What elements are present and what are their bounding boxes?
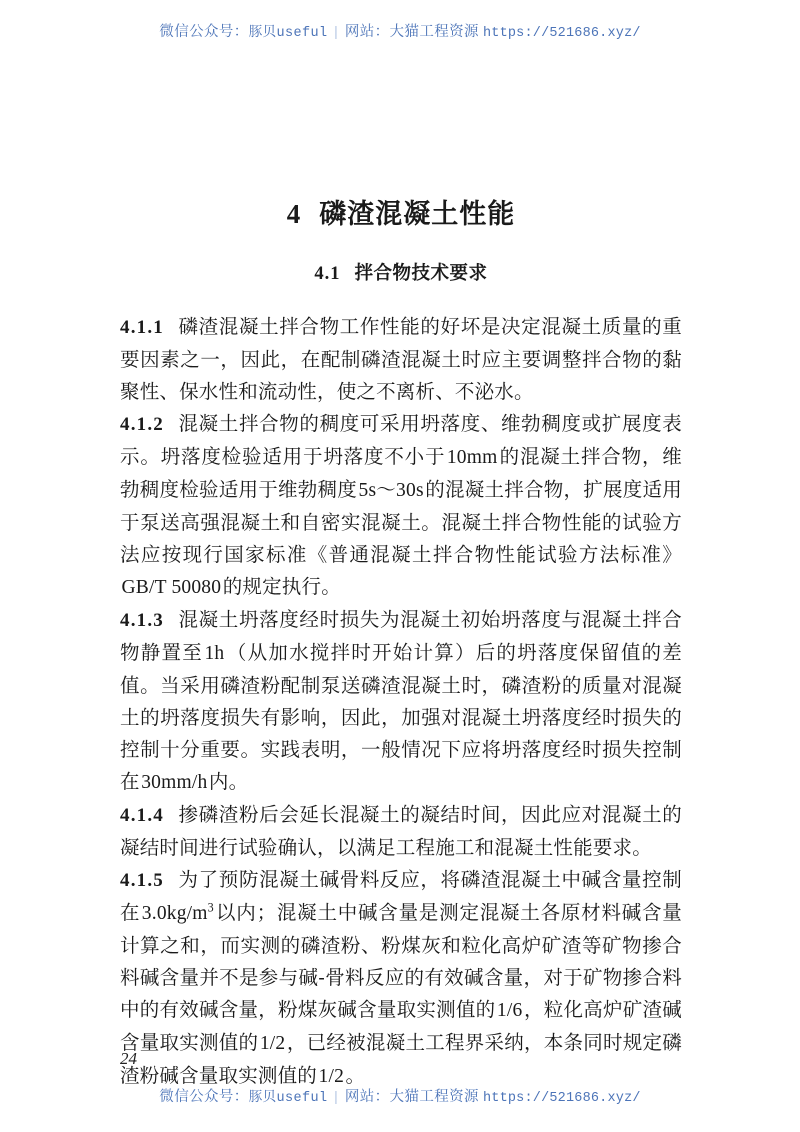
clause-text-run: 的规定执行。: [222, 575, 341, 598]
page-number: 24: [120, 1049, 137, 1068]
clause-text-run: ，粒化高炉矿渣碱含量取实测值的: [120, 998, 682, 1054]
clause-text-run: 掺磷渣粉后会延长混凝土的凝结时间，因此应对混凝土的凝结时间进行试验确认，以满足工程施工和混凝土性能要求。: [120, 803, 682, 859]
watermark-account: 豚贝useful: [248, 1091, 328, 1106]
clause-text-run: 为了预防混凝土碱骨料反应，将磷渣混凝土中碱含量控制在: [120, 868, 682, 924]
clause-number: 4.1.4: [120, 805, 164, 826]
section-title-text: 拌合物技术要求: [354, 263, 488, 284]
watermark-site-name: 大猫工程资源: [389, 24, 479, 40]
clause-text-run: 的混凝土拌合物，扩展度适用于泵送高强混凝土和自密实混凝土。混凝土拌合物性能的试验方法应按现行国家标准《普通混凝土拌合物性能试验方法标准》: [120, 478, 682, 566]
clause-text-run: 以内；混凝土中碱含量是测定混凝土各原材料碱含量计算之和，而实测的磷渣粉、粉煤灰和粒化高炉矿渣等矿物掺合料碱含量并不是参与碱-骨料反应的有效碱含量，对于矿物掺合料中的有效碱含量，粉煤灰碱含量取实测值的: [120, 901, 682, 1021]
clause-text-run: 混凝土拌合物的稠度可采用坍落度、维勃稠度或扩展度表示。坍落度检验适用于坍落度不小于: [120, 412, 682, 468]
document-content: [120, 0, 682, 1093]
clause-text-run: 混凝土坍落度经时损失为混凝土初始坍落度与混凝土拌合物静置至: [120, 608, 682, 664]
section-title: [120, 231, 682, 285]
watermark-url: https://521686.xyz/: [482, 1091, 641, 1106]
watermark-separator: |: [334, 1089, 338, 1105]
clause-text-run: 内。: [208, 770, 249, 793]
watermark-account: 豚贝useful: [248, 26, 328, 41]
clause-paragraph: [120, 311, 682, 408]
chapter-title: [120, 0, 682, 231]
clause-paragraph: [120, 604, 682, 799]
clause-number: 4.1.1: [120, 317, 164, 338]
clause-text-run: 的混凝土拌合物，维勃稠度检验适用于维勃稠度: [120, 445, 682, 501]
clause-number: 4.1.5: [120, 870, 164, 891]
clause-paragraph: [120, 408, 682, 604]
inline-latin-run: 5s～30s: [358, 480, 424, 501]
watermark-site-name: 大猫工程资源: [389, 1089, 479, 1105]
clause-list: [120, 285, 682, 1093]
clause-text-run: （从加水搅拌时开始计算）后的坍落度保留值的差值。当采用磷渣粉配制泵送磷渣混凝土时，磷渣粉的质量对混凝土的坍落度损失有影响，因此，加强对混凝土坍落度经时损失的控制十分重要。实践表明，一般情况下应将坍落度经时损失控制在: [120, 641, 682, 793]
watermark-prefix: 微信公众号：: [159, 1089, 249, 1105]
watermark-url: https://521686.xyz/: [482, 26, 641, 41]
inline-latin-run: 10mm: [446, 447, 498, 468]
inline-latin-run: 1/2: [318, 1066, 345, 1087]
watermark-site-label: 网站：: [344, 1089, 390, 1105]
inline-latin-run: 1/6: [496, 1000, 523, 1021]
clause-text-run: 。: [345, 1064, 366, 1087]
clause-text-run: 磷渣混凝土拌合物工作性能的好坏是决定混凝土质量的重要因素之一，因此，在配制磷渣混凝土时应主要调整拌合物的黏聚性、保水性和流动性，使之不离析、不泌水。: [120, 315, 682, 403]
clause-number: 4.1.3: [120, 610, 164, 631]
clause-text-run: ，已经被混凝土工程界采纳，本条同时规定磷渣粉碱含量取实测值的: [120, 1031, 682, 1087]
section-number: 4.1: [314, 264, 341, 284]
inline-latin-run: GB/T 50080: [121, 577, 222, 598]
watermark-prefix: 微信公众号：: [159, 24, 249, 40]
clause-paragraph: [120, 799, 682, 864]
chapter-number: 4: [286, 199, 302, 229]
watermark-site-label: 网站：: [344, 24, 390, 40]
watermark-separator: |: [334, 24, 338, 40]
inline-latin-run: 1h: [204, 643, 225, 664]
watermark-footer: [0, 1085, 800, 1106]
clause-paragraph: [120, 864, 682, 1093]
inline-latin-run: $3.0kg/m^3$: [141, 900, 214, 924]
inline-latin-run: 1/2: [259, 1033, 286, 1054]
clause-number: 4.1.2: [120, 414, 164, 435]
chapter-title-text: 磷渣混凝土性能: [319, 199, 516, 230]
inline-latin-run: 30mm/h: [141, 772, 208, 793]
